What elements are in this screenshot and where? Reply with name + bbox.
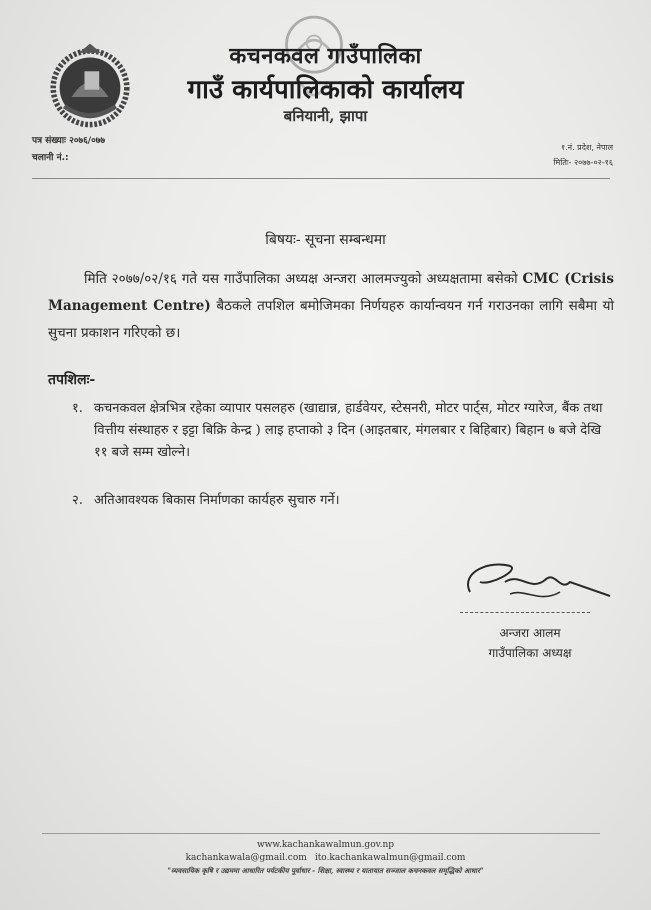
- footer-email-1: kachankawala@gmail.com: [185, 853, 307, 863]
- item-text: अतिआवश्यक बिकास निर्माणका कार्यहरु सुचारु गर्ने।: [94, 493, 340, 508]
- office-address: बनियानी, झापा: [283, 107, 368, 125]
- footer-email-2: ito.kachankawalmun@gmail.com: [314, 853, 466, 863]
- notice-subject: बिषयः- सूचना सम्बन्धमा: [265, 232, 386, 248]
- header-divider: [32, 178, 610, 179]
- footer-divider: [42, 833, 600, 834]
- body-suffix: बैठकले तपशिल बमोजिमका निर्णयहरु कार्यान्वयन गर्न गराउनका लागि सबैमा यो सुचना प्रकाशन गरिएको छ।: [48, 298, 614, 341]
- office-name: कचनकवल गाउँपालिका: [229, 43, 422, 69]
- dispatch-number: चलानी नं.:: [32, 153, 69, 163]
- footer-slogan: "व्यवसायिक कृषि र उद्यममा आधारित पर्यटकीय पूर्वाधार - शिक्षा, स्वास्थ्य र यातायात सञ्जाल कचनकवल समृद्धिको आधार": [167, 866, 484, 875]
- list-item: [72, 490, 618, 512]
- notice-body: [48, 266, 614, 347]
- signature-line: [460, 612, 590, 613]
- list-item: [72, 398, 618, 464]
- province-label: १.नं. प्रदेश, नेपाल: [560, 143, 613, 152]
- signatory-title: गाउँपालिका अध्यक्ष: [488, 646, 572, 660]
- letter-meta-right: [553, 140, 613, 170]
- item-text: कचनकवल क्षेत्रभित्र रहेका व्यापार पसलहरु (खाद्यान्न, हार्डवेयर, स्टेसनरी, मोटर पार्ट्स, मोटर ग्यारेज, बैंक तथा वित्तीय संस्थाहरु र इट्टा बिक्रि केन्द्र ) लाइ हप्ताको ३ दिन (आइतबार, मंगलबार र बिहिबार) बिहान ७ बजे देखि ११ बजे सम्म खोल्ने।: [94, 401, 603, 460]
- footer-website: www.kachankawalmun.gov.np: [256, 840, 395, 850]
- letter-date: मितिः- २०७७-०२-१६: [553, 158, 613, 167]
- office-title: गाउँ कार्यपालिकाको कार्यालय: [187, 75, 464, 105]
- ref-number: पत्र संख्याः २०७६/०७७: [32, 136, 106, 146]
- item-number: १.: [72, 401, 83, 416]
- letter-meta-left: [32, 133, 105, 167]
- signature: [450, 552, 615, 610]
- item-number: २.: [72, 493, 83, 508]
- footer-emails: [0, 853, 651, 863]
- details-heading: तपशिलः-: [48, 372, 96, 388]
- signatory-name: अन्जरा आलम: [499, 626, 561, 640]
- body-prefix: मिति २०७७/०२/१६ गते यस गाउँपालिका अध्यक्ष अन्जरा आलमज्युको अध्यक्षतामा बसेको: [84, 271, 518, 287]
- body-bold: CMC (Crisis Management Centre): [48, 271, 614, 314]
